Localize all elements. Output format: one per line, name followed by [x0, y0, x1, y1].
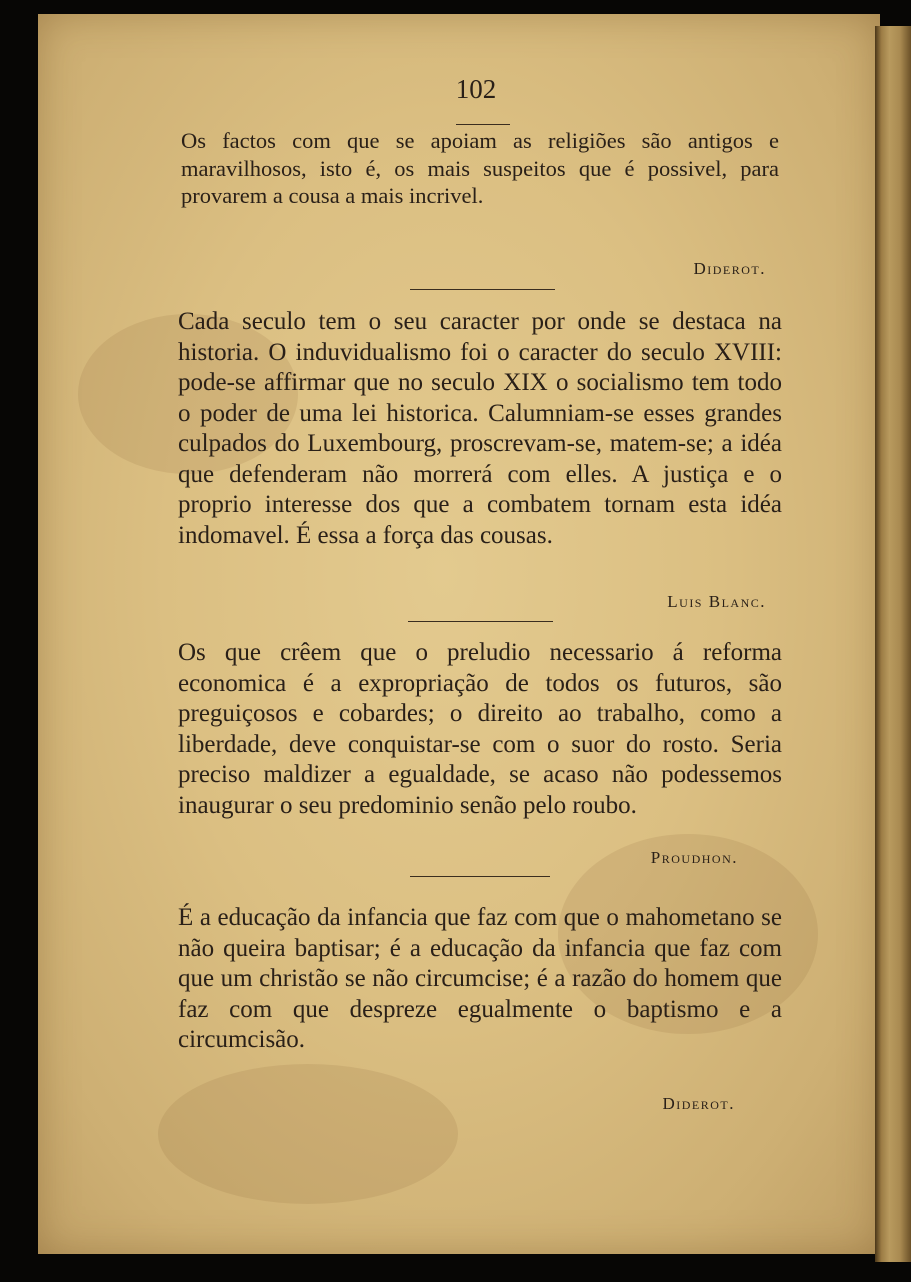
quote-text: Cada seculo tem o seu caracter por onde se destaca na historia. O induvidualismo foi o caracter do seculo XVIII: pode-se affirmar que no seculo XIX o socialismo tem todo o poder de uma lei historica. Calumniam-se esses grandes culpados do Luxembourg, proscrevam-se, matem-se; a idéa que defenderam não morrerá com elles. A justiça e o proprio interesse dos que a combatem tornam esta idéa indomavel. É essa a força das cousas.: [178, 308, 782, 549]
quote-text: Os factos com que se apoiam as religiões são antigos e maravilhosos, isto é, os mais suspeitos que é possivel, para provarem a cousa a mais incrivel.: [181, 128, 779, 208]
header-rule: [456, 124, 510, 125]
page-number: 102: [455, 74, 497, 104]
book-page-edge: [875, 26, 911, 1262]
quote-author: Diderot.: [693, 259, 766, 278]
paper-stain: [158, 1064, 458, 1204]
quote-author: Luis Blanc.: [667, 592, 766, 611]
section-divider: [410, 289, 555, 290]
quote-author: Proudhon.: [650, 848, 738, 867]
quote-text: É a educação da infancia que faz com que o mahometano se não queira baptisar; é a educação da infancia que faz com que um christão se não circumcise; é a razão do homem que faz com que despreze egualmente o baptismo e a circumcisão.: [178, 904, 782, 1053]
quote-text: Os que crêem que o preludio necessario á reforma economica é a expropriação de todos os futuros, são preguiçosos e cobardes; o direito ao trabalho, como a liberdade, deve conquistar-se com o suor do rosto. Seria preciso maldizer a egualdade, se acaso não podessemos inaugurar o seu predominio senão pelo roubo.: [178, 639, 782, 819]
section-divider: [410, 876, 550, 877]
quote-author: Diderot.: [662, 1094, 735, 1113]
section-divider: [408, 621, 553, 622]
